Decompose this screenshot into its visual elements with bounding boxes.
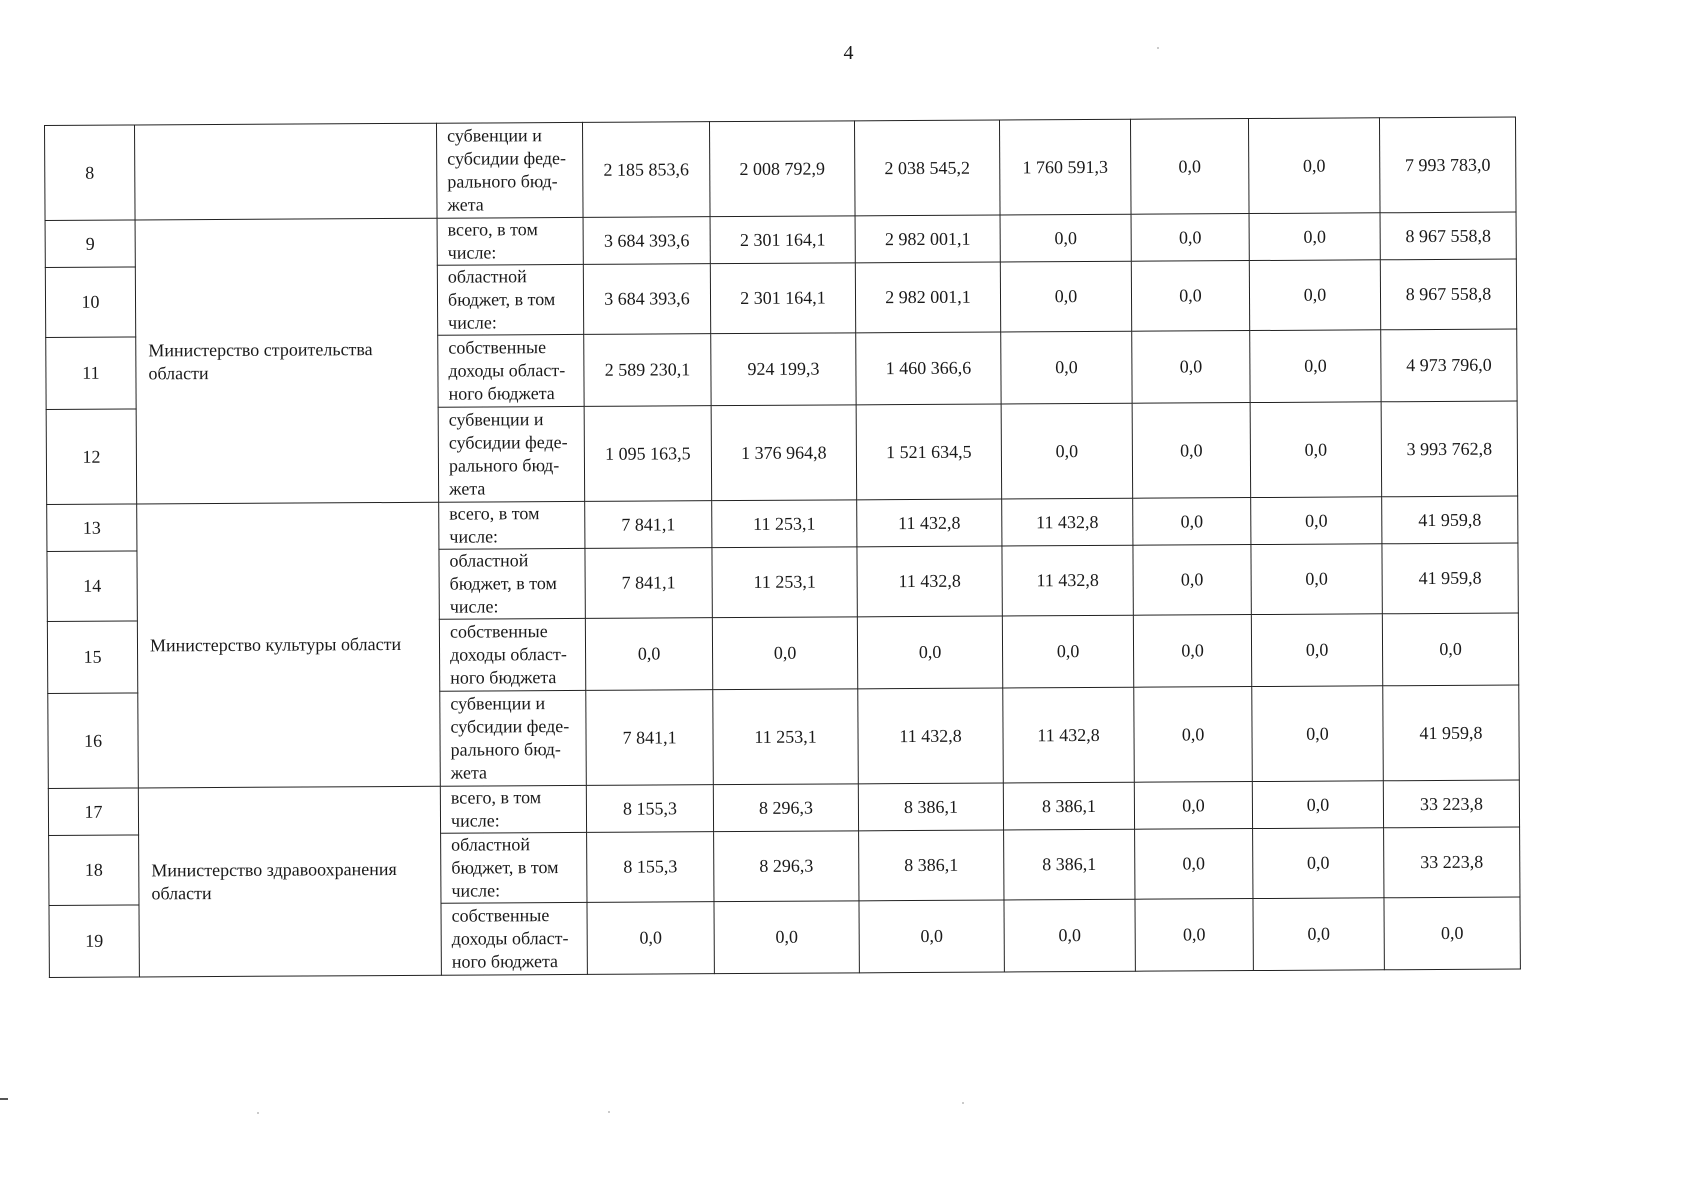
row-number-cell: 19 bbox=[49, 905, 139, 978]
value-cell: 3 684 393,6 bbox=[583, 264, 710, 335]
value-cell: 924 199,3 bbox=[711, 333, 856, 406]
row-number-cell: 17 bbox=[48, 788, 138, 836]
value-cell: 0,0 bbox=[1382, 613, 1518, 686]
organization-cell: Министерство здравоохранения области bbox=[138, 786, 441, 977]
value-cell: 0,0 bbox=[714, 901, 859, 974]
value-cell: 41 959,8 bbox=[1382, 496, 1518, 544]
funding-type-cell: собственные доходы област-ного бюджета bbox=[439, 618, 585, 691]
table-row bbox=[45, 212, 1516, 267]
value-cell: 1 460 366,6 bbox=[856, 332, 1001, 405]
value-cell: 11 432,8 bbox=[1003, 687, 1135, 783]
value-cell: 8 386,1 bbox=[1004, 829, 1135, 900]
value-cell: 0,0 bbox=[1133, 615, 1251, 688]
value-cell: 11 253,1 bbox=[712, 547, 857, 618]
value-cell: 33 223,8 bbox=[1383, 780, 1519, 828]
value-cell: 0,0 bbox=[1001, 331, 1132, 404]
value-cell: 0,0 bbox=[859, 900, 1004, 973]
value-cell: 2 185 853,6 bbox=[582, 122, 710, 218]
value-cell: 0,0 bbox=[1252, 781, 1383, 829]
value-cell: 3 993 762,8 bbox=[1381, 401, 1518, 497]
value-cell: 0,0 bbox=[1132, 403, 1251, 499]
organization-cell: Министерство строительства области bbox=[135, 218, 439, 504]
funding-type-cell: субвенции и субсидии феде-рального бюд-жета bbox=[440, 690, 587, 786]
value-cell: 11 432,8 bbox=[858, 688, 1004, 784]
value-cell: 0,0 bbox=[857, 616, 1002, 689]
value-cell: 8 386,1 bbox=[858, 783, 1003, 831]
value-cell: 0,0 bbox=[1001, 403, 1133, 499]
value-cell: 8 155,3 bbox=[587, 832, 714, 903]
value-cell: 1 376 964,8 bbox=[711, 405, 857, 501]
value-cell: 0,0 bbox=[587, 902, 714, 975]
value-cell: 0,0 bbox=[1135, 899, 1253, 972]
value-cell: 7 993 783,0 bbox=[1379, 117, 1516, 213]
value-cell: 11 253,1 bbox=[713, 689, 859, 785]
row-number-cell: 9 bbox=[45, 220, 135, 268]
funding-type-cell: субвенции и субсидии феде-рального бюд-жета bbox=[438, 406, 585, 502]
row-number-cell: 14 bbox=[47, 551, 137, 622]
value-cell: 0,0 bbox=[1253, 828, 1384, 899]
value-cell: 2 301 164,1 bbox=[710, 263, 855, 334]
value-cell: 4 973 796,0 bbox=[1381, 329, 1517, 402]
value-cell: 8 386,1 bbox=[1003, 782, 1134, 830]
value-cell: 0,0 bbox=[1249, 260, 1380, 331]
value-cell: 0,0 bbox=[1250, 330, 1381, 403]
value-cell: 11 432,8 bbox=[857, 499, 1002, 547]
value-cell: 2 982 001,1 bbox=[855, 215, 1000, 263]
value-cell: 0,0 bbox=[712, 617, 857, 690]
value-cell: 8 155,3 bbox=[586, 785, 713, 833]
row-number-cell: 8 bbox=[45, 125, 136, 221]
scan-speck bbox=[962, 1102, 964, 1104]
budget-table bbox=[44, 117, 1521, 978]
value-cell: 2 008 792,9 bbox=[709, 121, 855, 217]
row-number-cell: 12 bbox=[46, 409, 137, 505]
scan-artifact-mark bbox=[0, 1098, 8, 1100]
value-cell: 8 967 558,8 bbox=[1380, 259, 1516, 330]
row-number-cell: 15 bbox=[47, 621, 137, 694]
funding-type-cell: всего, в том числе: bbox=[440, 785, 586, 833]
funding-type-cell: собственные доходы област-ного бюджета bbox=[441, 902, 587, 975]
row-number-cell: 11 bbox=[46, 337, 136, 410]
value-cell: 41 959,8 bbox=[1383, 685, 1520, 781]
value-cell: 7 841,1 bbox=[585, 548, 712, 619]
value-cell: 0,0 bbox=[1253, 898, 1384, 971]
value-cell: 1 521 634,5 bbox=[856, 404, 1002, 500]
value-cell: 3 684 393,6 bbox=[583, 217, 710, 265]
organization-cell: Министерство культуры области bbox=[137, 502, 441, 788]
organization-cell bbox=[135, 123, 438, 220]
value-cell: 0,0 bbox=[1002, 615, 1133, 688]
value-cell: 0,0 bbox=[1132, 331, 1250, 404]
value-cell: 8 296,3 bbox=[713, 784, 858, 832]
table-row bbox=[47, 496, 1518, 551]
value-cell: 11 432,8 bbox=[857, 546, 1002, 617]
funding-type-cell: всего, в том числе: bbox=[439, 501, 585, 549]
value-cell: 41 959,8 bbox=[1382, 543, 1518, 614]
value-cell: 11 253,1 bbox=[712, 500, 857, 548]
value-cell: 0,0 bbox=[1251, 614, 1382, 687]
scan-speck bbox=[608, 1111, 610, 1113]
value-cell: 1 760 591,3 bbox=[999, 119, 1131, 215]
value-cell: 2 301 164,1 bbox=[710, 216, 855, 264]
value-cell: 7 841,1 bbox=[585, 501, 712, 549]
value-cell: 2 982 001,1 bbox=[855, 262, 1000, 333]
value-cell: 0,0 bbox=[585, 618, 712, 691]
value-cell: 33 223,8 bbox=[1384, 827, 1520, 898]
funding-type-cell: субвенции и субсидии феде-ральног​о бюд-жета bbox=[436, 122, 583, 218]
value-cell: 1 095 163,5 bbox=[584, 406, 712, 502]
budget-table-wrapper bbox=[44, 117, 1521, 978]
page-number: 4 bbox=[843, 42, 854, 64]
value-cell: 0,0 bbox=[1249, 213, 1380, 261]
row-number-cell: 16 bbox=[48, 693, 139, 789]
value-cell: 2 589 230,1 bbox=[584, 334, 711, 407]
row-number-cell: 18 bbox=[49, 835, 139, 906]
value-cell: 0,0 bbox=[1131, 214, 1249, 262]
value-cell: 11 432,8 bbox=[1002, 498, 1133, 546]
scan-speck bbox=[257, 1112, 259, 1114]
value-cell: 0,0 bbox=[1248, 118, 1380, 214]
value-cell: 2 038 545,2 bbox=[854, 120, 1000, 216]
funding-type-cell: областной бюджет, в том числе: bbox=[441, 832, 587, 903]
value-cell: 0,0 bbox=[1133, 498, 1251, 546]
value-cell: 0,0 bbox=[1131, 261, 1249, 332]
value-cell: 0,0 bbox=[1252, 686, 1384, 782]
value-cell: 11 432,8 bbox=[1002, 545, 1133, 616]
value-cell: 0,0 bbox=[1251, 497, 1382, 545]
value-cell: 0,0 bbox=[1133, 545, 1251, 616]
value-cell: 0,0 bbox=[1384, 897, 1520, 970]
value-cell: 8 296,3 bbox=[714, 831, 859, 902]
value-cell: 0,0 bbox=[1135, 829, 1253, 900]
value-cell: 0,0 bbox=[1004, 899, 1135, 972]
table-row bbox=[48, 780, 1519, 835]
scan-speck bbox=[1157, 47, 1159, 49]
value-cell: 0,0 bbox=[1134, 782, 1252, 830]
value-cell: 8 386,1 bbox=[859, 830, 1004, 901]
row-number-cell: 10 bbox=[45, 267, 135, 338]
value-cell: 8 967 558,8 bbox=[1380, 212, 1516, 260]
value-cell: 0,0 bbox=[1000, 261, 1131, 332]
value-cell: 0,0 bbox=[1130, 119, 1249, 215]
value-cell: 7 841,1 bbox=[586, 690, 714, 786]
table-body bbox=[45, 117, 1521, 977]
funding-type-cell: всего, в том числе: bbox=[437, 217, 583, 265]
value-cell: 0,0 bbox=[1250, 402, 1382, 498]
value-cell: 0,0 bbox=[1251, 544, 1382, 615]
funding-type-cell: областной бюджет, в том числе: bbox=[437, 264, 583, 335]
funding-type-cell: собственные доходы област-ного бюджета bbox=[438, 334, 584, 407]
table-row bbox=[45, 117, 1517, 220]
value-cell: 0,0 bbox=[1134, 687, 1253, 783]
row-number-cell: 13 bbox=[47, 504, 137, 552]
value-cell: 0,0 bbox=[1000, 214, 1131, 262]
funding-type-cell: областной бюджет, в том числе: bbox=[439, 548, 585, 619]
